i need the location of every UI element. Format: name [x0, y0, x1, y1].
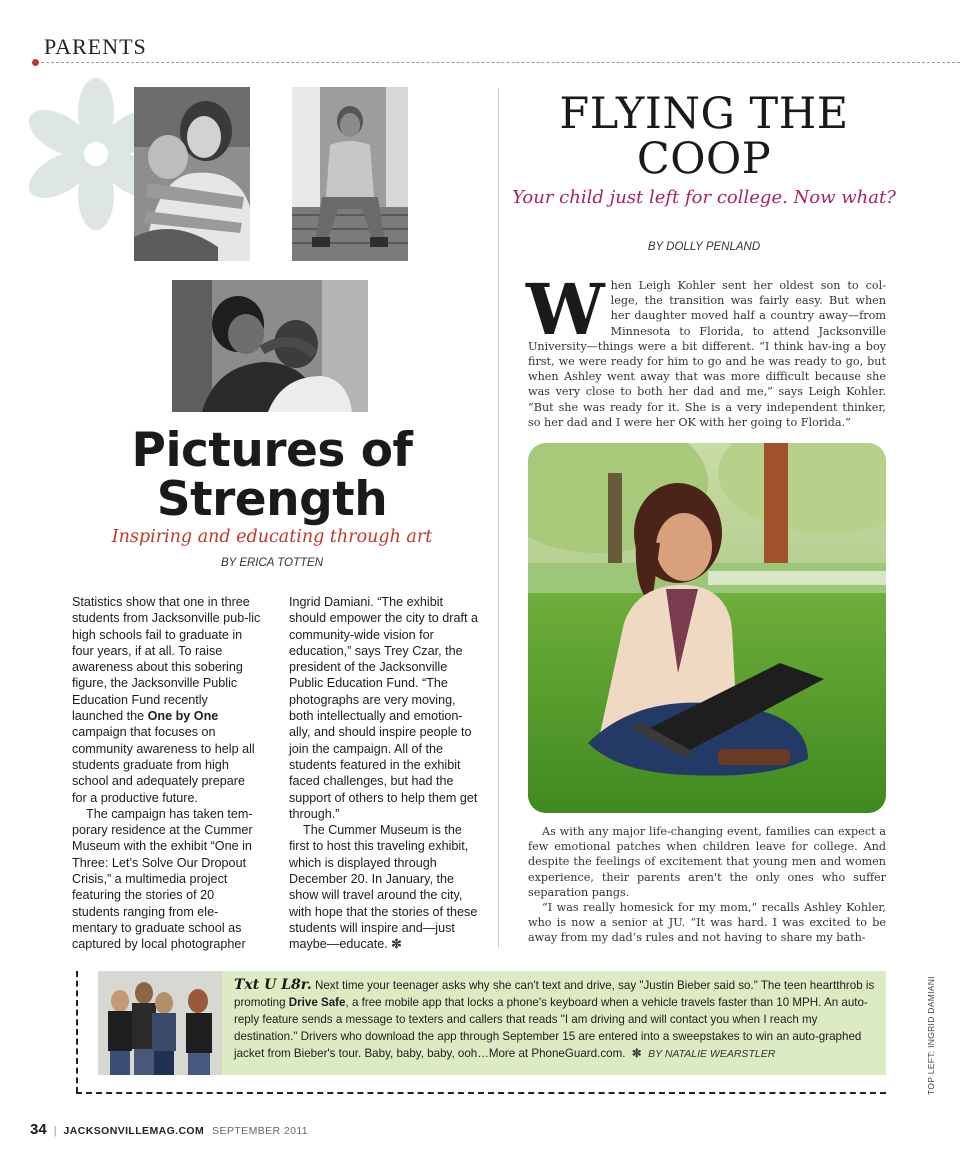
- footer-date: SEPTEMBER 2011: [212, 1125, 309, 1137]
- sidebar-photo-family: [98, 971, 222, 1075]
- left-col2-paragraph-2: [289, 822, 481, 952]
- end-mark-icon: ✼: [631, 1047, 642, 1060]
- photo-mother-daughter-hug: [134, 87, 250, 261]
- footer-site: JACKSONVILLEMAG.COM: [63, 1125, 205, 1137]
- right-article-subtitle: Your child just left for college. Now what?: [512, 187, 896, 208]
- end-mark-icon: ✼: [391, 937, 402, 952]
- paragraph-text: The Cummer Museum is the first to host this traveling exhibit, which is displayed through December 20. In January, the show will travel around the city, with hope that the stories of these students will inspire and—just maybe—educate.: [289, 823, 478, 952]
- footer: [30, 1121, 308, 1138]
- left-article-byline: BY ERICA TOTTEN: [220, 557, 324, 569]
- paragraph-text: campaign that focuses on community awareness to help all students graduate from high school and adequately prepare for a productive future.: [72, 725, 255, 805]
- right-article-continuation: [528, 824, 886, 946]
- right-article-intro: [526, 268, 886, 430]
- right-cont-paragraph-2: “I was really homesick for my mom,” recalls Ashley Kohler, who is now a senior at JU. “It was hard. I was excited to be away from my dad’s rules and not having to share my bath-: [528, 901, 886, 945]
- left-article-column-2: [289, 594, 481, 953]
- left-col2-paragraph-1: Ingrid Damiani. “The exhibit should empower the city to draft a community-wide vision for education,” says Trey Czar, the president of the Jacksonville Public Education Fund. “The photographs are very moving, both intellectually and emotion-ally, and should inspire people to join the campaign. All of the students featured in the exhibit faced challenges, but had the support of others to help them get through.”: [289, 595, 479, 821]
- page-number: 34: [30, 1121, 47, 1138]
- right-article-title: FLYING THE COOP: [559, 89, 849, 184]
- photo-credit: TOP LEFT: INGRID DAMIANI: [926, 976, 936, 1095]
- sidebar-text-part: , a free mobile app that locks a phone's keyboard when a vehicle travels faster than 10 MPH. An auto-reply feature sends a message to texters and callers that reads "I am driving and will contact you when I reach my destination." Drivers who download the app through September 15 are entered into a sweepstakes to win an auto-graphed jacket from Bieber's tour. Baby, baby, baby, ooh…More at PhoneGuard.com.: [234, 996, 868, 1060]
- header-accent-dot: [32, 59, 39, 66]
- photo-student-with-laptop: [528, 443, 886, 813]
- left-article-column-1: [72, 594, 262, 953]
- photo-boy-on-steps: [292, 87, 408, 261]
- right-article-byline: BY DOLLY PENLAND: [647, 241, 761, 253]
- photo-woman-hugging-boy: [172, 280, 368, 412]
- sidebar-left-border: [76, 971, 78, 1093]
- left-article-subtitle: Inspiring and educating through art: [111, 527, 433, 547]
- sidebar-text: [234, 977, 878, 1063]
- sidebar-text-part: Next time your teenager asks why she can't text and drive, say "Justin Bieber said so." The teen heartthrob is promoting: [234, 979, 875, 1009]
- intro-text: hen Leigh Kohler sent her oldest son to col-lege, the transition was fairly easy. But when her daughter moved half a country away—from Minnesota to Florida, to attend Jacksonville University—things were a bit different. “I think hav-ing a boy first, we were ready for him to go and he was ready to go, but when Ashley went away that was more difficult because she was very close to both her dad and me,” says Leigh Kohler. “But she was ready for it. She is a very independent thinker, so her dad and I were her OK with her going to Florida.”: [528, 279, 886, 429]
- paragraph-text: Statistics show that one in three students from Jacksonville pub-lic high schools fail to graduate in four years, if at all. To raise awareness about this sobering figure, the Jacksonville Public Education Fund recently launched the: [72, 595, 261, 724]
- header-dashed-rule: [36, 62, 960, 63]
- sidebar-paragraph: [234, 977, 878, 1063]
- right-cont-paragraph-1: As with any major life-changing event, families can expect a few emotional patches when children leave for college. And despite the feelings of excitement that young men and women experience, their parents aren't the only ones who suffer separation pangs.: [528, 825, 886, 899]
- campaign-name: One by One: [147, 709, 219, 724]
- left-col1-paragraph-1: [72, 594, 262, 806]
- app-name: Drive Safe: [288, 996, 346, 1009]
- left-article-title: Pictures of Strength: [131, 423, 413, 527]
- sidebar-byline: BY NATALIE WEARSTLER: [648, 1048, 776, 1060]
- footer-separator: |: [53, 1125, 57, 1137]
- drop-cap: W: [526, 268, 605, 351]
- sidebar-bottom-border: [76, 1092, 886, 1094]
- sidebar-heading: Txt U L8r.: [234, 977, 312, 993]
- section-label: PARENTS: [44, 34, 147, 59]
- left-col1-paragraph-2: The campaign has taken tem-porary residence at the Cummer Museum with the exhibit “One in Three: Let’s Solve Our Dropout Crisis,” a multimedia project featuring the stories of 20 students ranging from ele-mentary to graduate school as captured by local photographer: [72, 806, 253, 952]
